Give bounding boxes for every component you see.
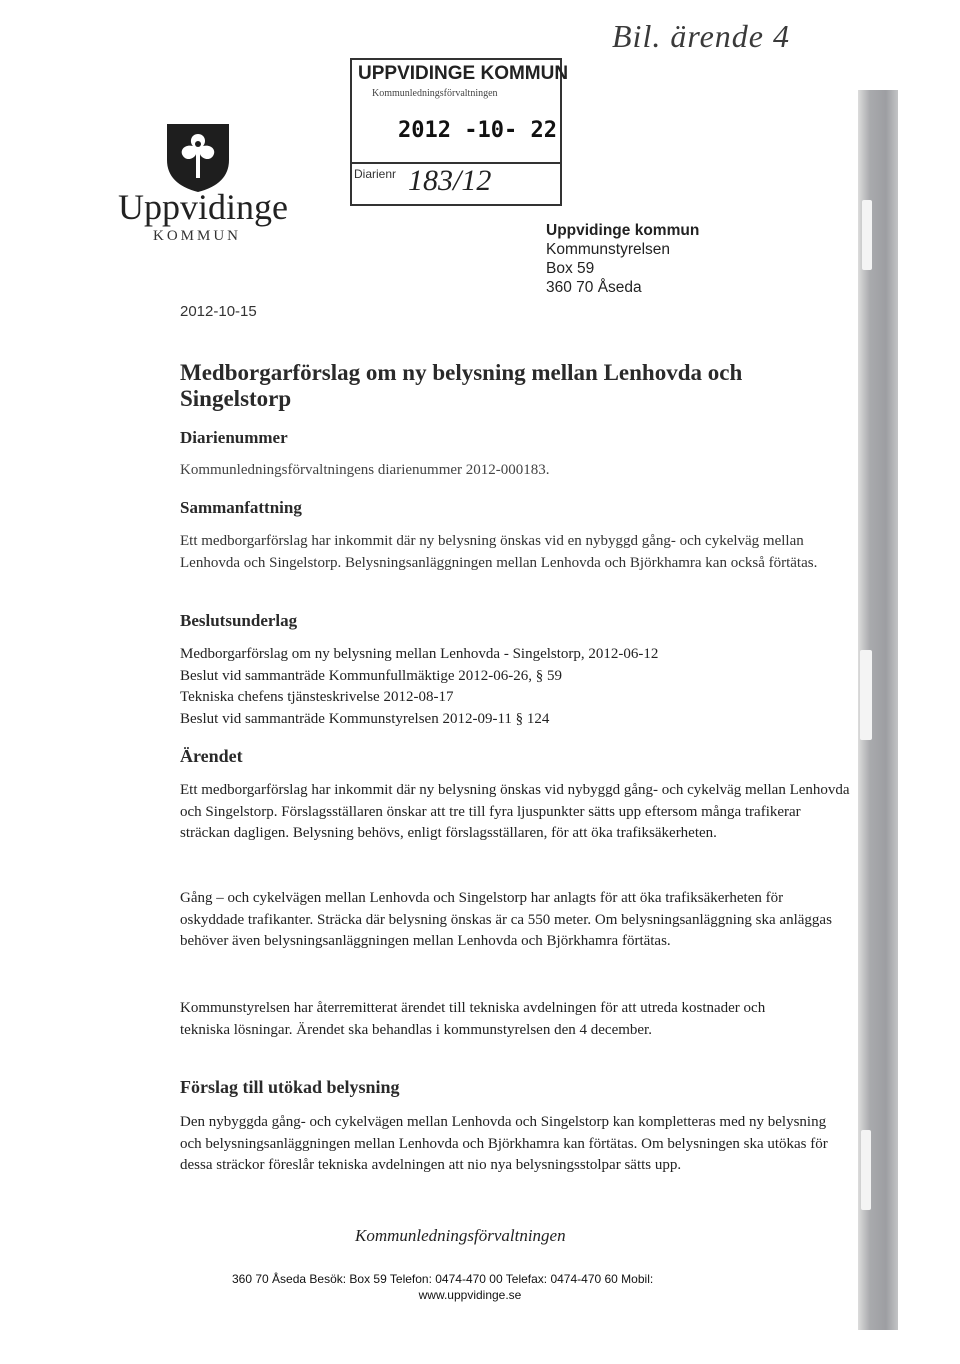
recipient-address — [546, 221, 699, 297]
scan-edge-shadow — [858, 90, 898, 1330]
footer-contact: 360 70 Åseda Besök: Box 59 Telefon: 0474-470 00 Telefax: 0474-470 60 Mobil: — [232, 1272, 654, 1286]
stamp-subtitle: Kommunledningsförvaltningen — [372, 88, 498, 99]
scan-artifact — [860, 650, 872, 740]
recipient-box: Box 59 — [546, 260, 595, 277]
scan-artifact — [861, 1130, 871, 1210]
recipient-dept: Kommunstyrelsen — [546, 241, 671, 258]
stamp-diarie-value: 183/12 — [408, 164, 492, 197]
heading-sammanfattning: Sammanfattning — [180, 498, 302, 517]
gangvag-text: Gång – och cykelvägen mellan Lenhovda och Singelstorp har anlagts för att öka trafiksäkerheten för oskyddade trafikanter. Sträcka där belysning önskas är ca 550 meter. Om belysningsanläggning ska anläggas behöver även belysningsanläggningen mellan Lenhovda och Björkhamra förtätas. — [180, 890, 832, 949]
stamp-title: UPPVIDINGE KOMMUN — [358, 63, 569, 84]
sammanfattning-text: Ett medborgarförslag har inkommit där ny belysning önskas vid en nybyggd gång- och cykelväg mellan Lenhovda och Singelstorp. Belysningsanläggningen mellan Lenhovda och Björkhamra kan också förtätas. — [180, 533, 818, 571]
list-item: Beslut vid sammanträde Kommunfullmäktige 2012-06-26, § 59 — [180, 667, 563, 684]
list-item: Medborgarförslag om ny belysning mellan Lenhovda - Singelstorp, 2012-06-12 — [180, 646, 659, 662]
document-title: Medborgarförslag om ny belysning mellan Lenhovda och Singelstorp — [180, 360, 743, 411]
recipient-name: Uppvidinge kommun — [546, 222, 700, 239]
received-stamp — [350, 58, 569, 206]
arendet-text: Ett medborgarförslag har inkommit där ny belysning önskas vid nybyggd gång- och cykelväg mellan Lenhovda och Singelstorp. Förslagsställaren önskar att tre till fyra ljuspunkter sätts upp eftersom många trafikerar sträckan dagligen. Belysning behövs, enligt förslagsställaren, för att öka trafiksäkerheten. — [180, 782, 850, 841]
heading-arendet: Ärendet — [180, 746, 243, 766]
heading-beslutsunderlag: Beslutsunderlag — [180, 611, 298, 630]
footer-website: www.uppvidinge.se — [418, 1288, 522, 1302]
heading-forslag: Förslag till utökad belysning — [180, 1077, 400, 1097]
handwritten-note: Bil. ärende 4 — [612, 18, 790, 54]
coat-of-arms-icon — [163, 120, 233, 194]
diarienummer-text: Kommunledningsförvaltningens diarienummer 2012-000183. — [180, 462, 550, 478]
beslutsunderlag-list — [180, 644, 658, 730]
list-item: Beslut vid sammanträde Kommunstyrelsen 2012-09-11 § 124 — [180, 710, 550, 727]
forslag-text: Den nybyggda gång- och cykelvägen mellan Lenhovda och Singelstorp kan kompletteras med ny belysning och belysningsanläggningen mellan Lenhovda och Björkhamra kan förtätas. Om belysningen ska utökas för dessa sträckor föreslår tekniska avdelningen att nio nya belysningsstolpar sätts upp. — [180, 1114, 828, 1173]
stamp-date: 2012 -10- 22 — [398, 118, 557, 143]
municipality-name: Uppvidinge — [118, 187, 288, 227]
signature: Kommunledningsförvaltningen — [355, 1226, 566, 1245]
document-date: 2012-10-15 — [180, 303, 257, 320]
heading-diarienummer: Diarienummer — [180, 428, 288, 447]
municipality-subtitle: KOMMUN — [153, 228, 242, 244]
kommunstyrelsen-text: Kommunstyrelsen har återremitterat ärendet till tekniska avdelningen för att utreda kostnader och tekniska lösningar. Ärendet ska behandlas i kommunstyrelsen den 4 december. — [180, 1000, 766, 1038]
scan-artifact — [862, 200, 872, 270]
list-item: Tekniska chefens tjänsteskrivelse 2012-08-17 — [180, 689, 454, 705]
stamp-diarie-label: Diarienr — [354, 167, 397, 181]
recipient-postal: 360 70 Åseda — [546, 279, 642, 296]
